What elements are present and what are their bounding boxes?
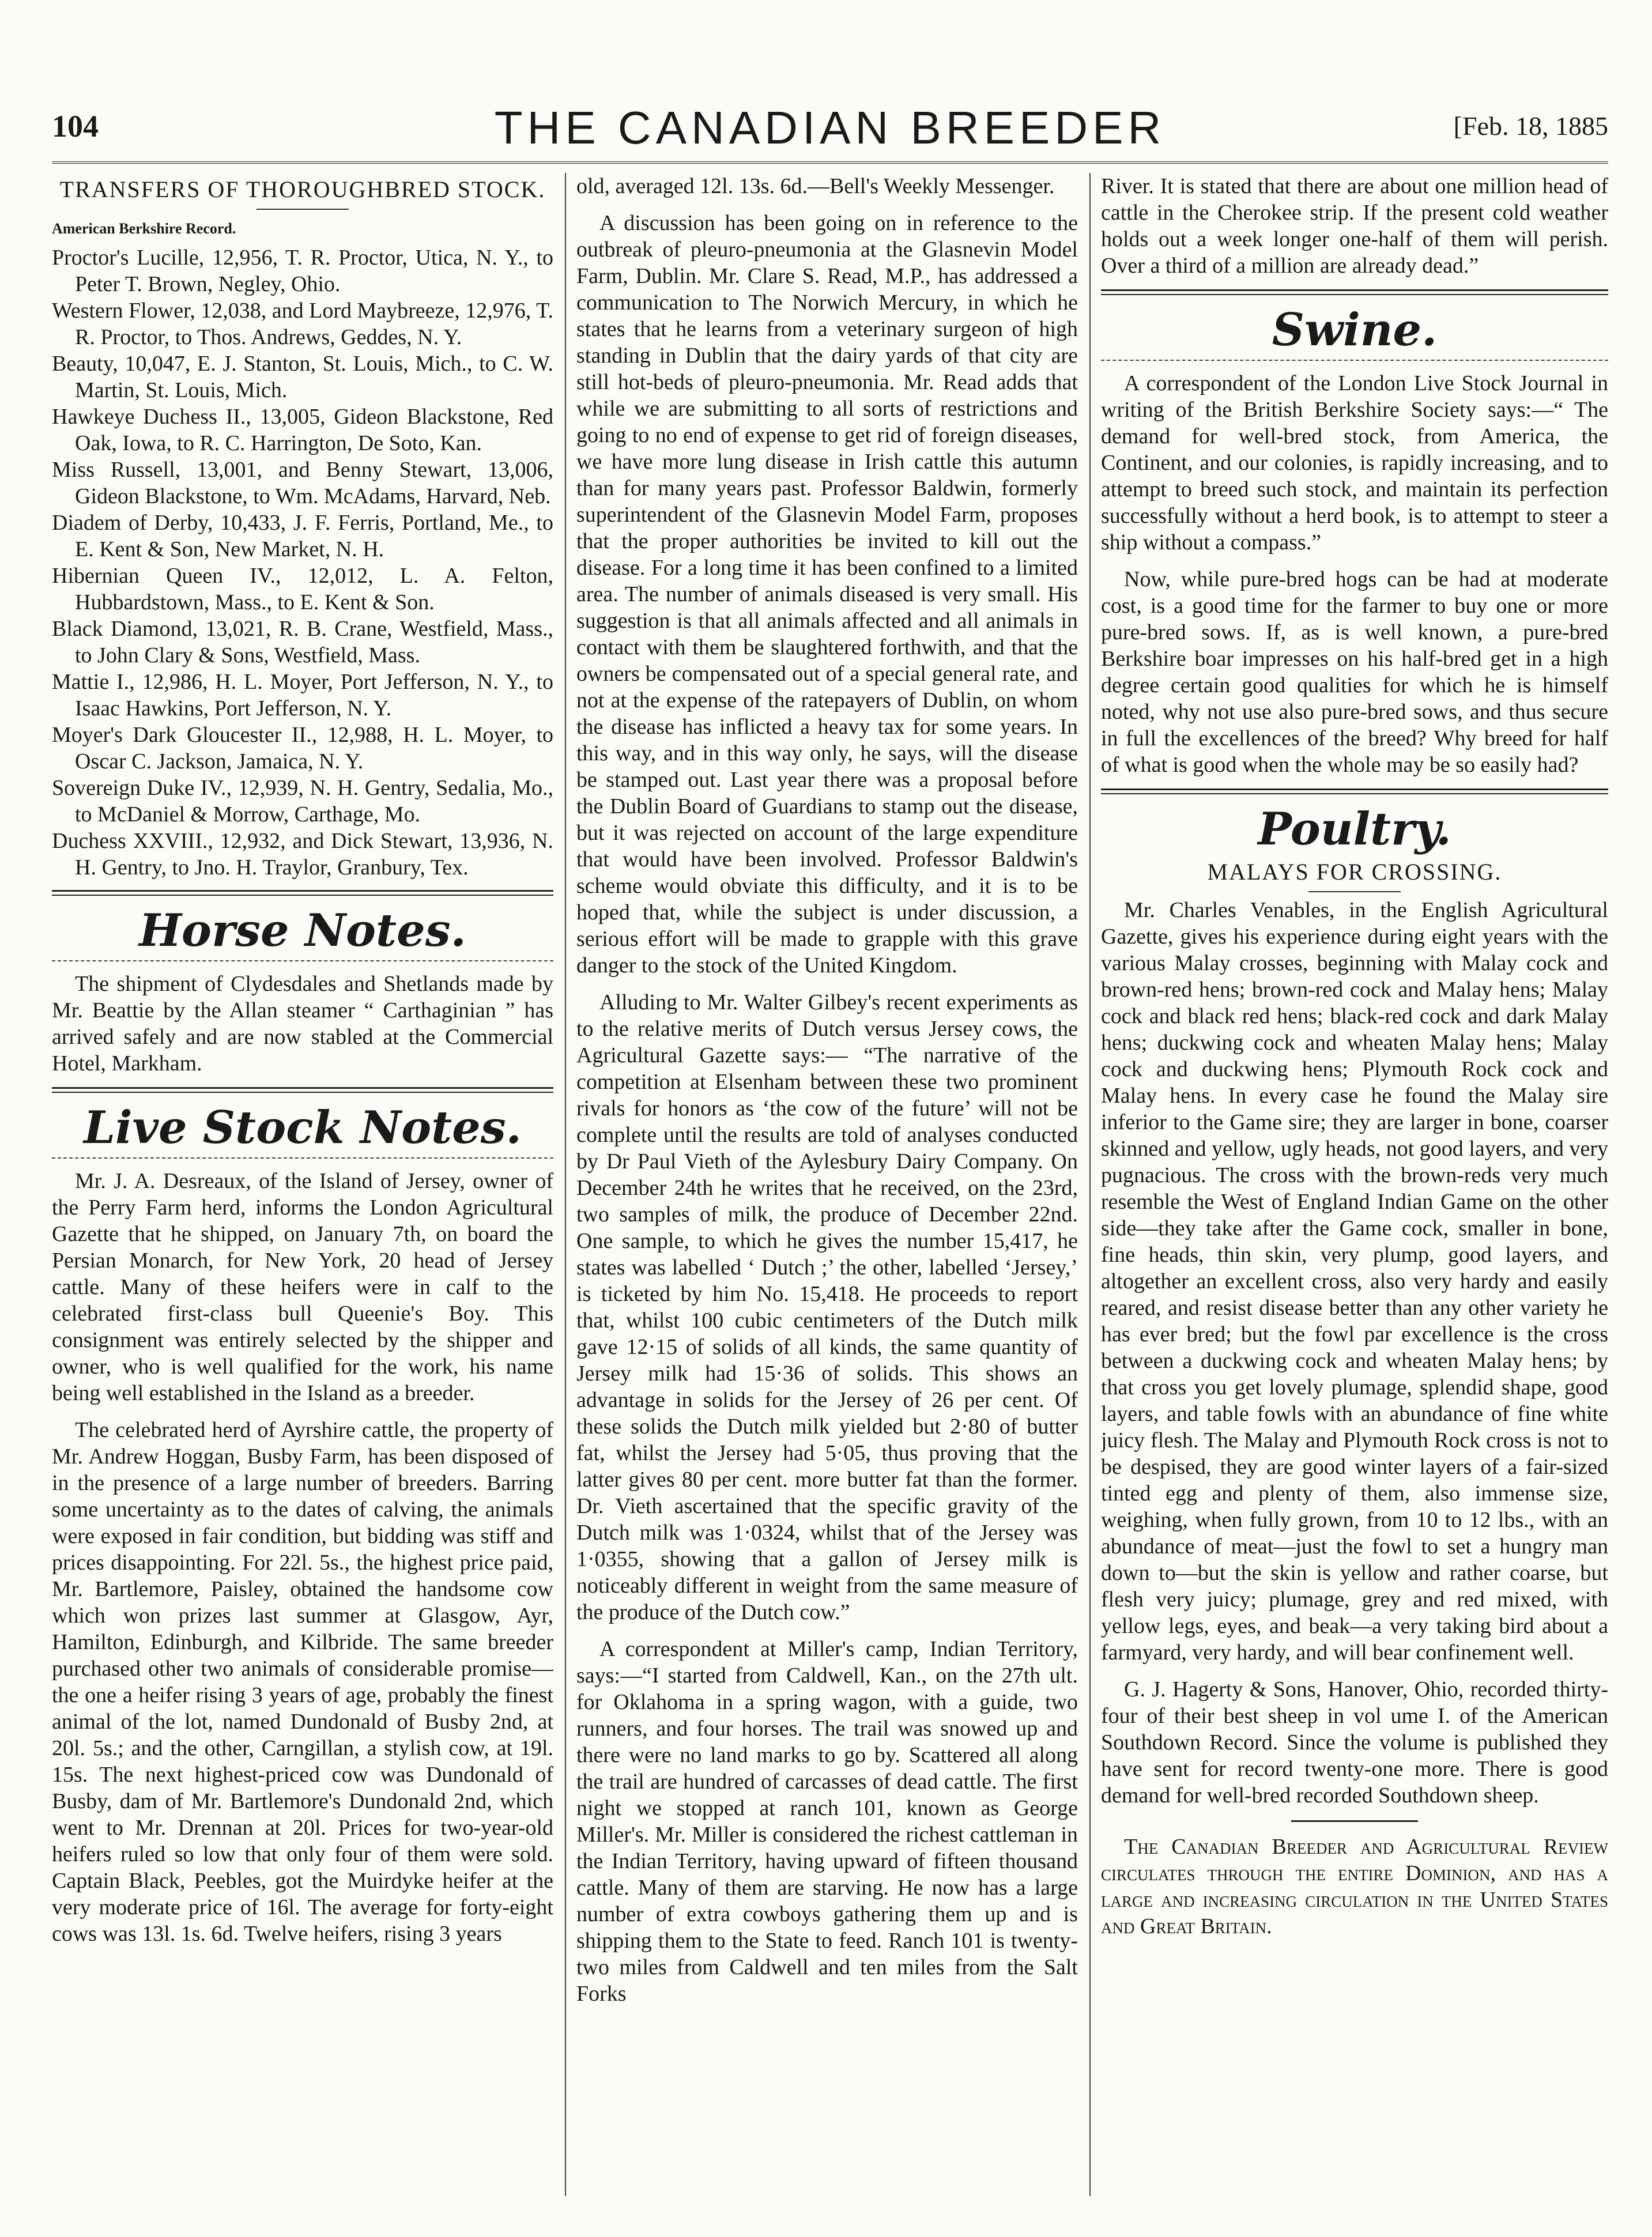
transfer-entry: Proctor's Lucille, 12,956, T. R. Proctor, Utica, N. Y., to Peter T. Brown, Negley, Ohio. <box>52 246 553 296</box>
section-rule <box>1101 289 1608 295</box>
transfer-entry: Sovereign Duke IV., 12,939, N. H. Gentry, Sedalia, Mo., to McDaniel & Morrow, Carthage, Mo. <box>52 776 553 827</box>
circulation-notice: The Canadian Breeder and Agricultural Review circulates through the entire Dominion, and has a large and increasing circulation in the United States and Great Britain. <box>1101 1835 1608 1938</box>
divider <box>52 1157 553 1159</box>
article-paragraph: The celebrated herd of Ayrshire cattle, the property of Mr. Andrew Hoggan, Busby Farm, has been disposed of in the presence of a large number of breeders. Barring some uncertainty as to the dates of calving, the animals were exposed in fair condition, but bidding was stiff and prices disappointing. For 22l. 5s., the highest price paid, Mr. Bartlemore, Paisley, obtained the handsome cow which won prizes last summer at Glasgow, Ayr, Hamilton, Edinburgh, and Kilbride. The same breeder purchased other two animals of considerable promise—the one a heifer rising 3 years of age, probably the finest animal of the lot, named Dundonald of Busby 2nd, at 20l. 5s.; and the other, Carngillan, a stylish cow, at 19l. 15s. The next highest-priced cow was Dundonald of Busby, dam of Mr. Bartlemore's Dundonald 2nd, which went to Mr. Drennan at 20l. Prices for two-year-old heifers ruled so low that only four of them were sold. Captain Black, Peebles, got the Muirdyke heifer at the very moderate price of 16l. The average for forty-eight cows was 13l. 1s. 6d. Twelve heifers, rising 3 years <box>52 1418 553 1946</box>
article-paragraph: Alluding to Mr. Walter Gilbey's recent experiments as to the relative merits of Dutch versus Jersey cows, the Agricultural Gazette says:— “The narrative of the competition at Elsenham between these two prominent rivals for honors as ‘the cow of the future’ will not be complete until the results are told of analyses conducted by Dr Paul Vieth of the Aylesbury Dairy Company. On December 24th he writes that he received, on the 23rd, two samples of milk, the produce of December 22nd. One sample, to which he gives the number 15,417, he states was labelled ‘ Dutch ;’ the other, labelled ‘Jersey,’ is ticketed by him No. 15,418. He proceeds to report that, whilst 100 cubic centimeters of the Dutch milk gave 12·15 of solids of all kinds, the same quantity of Jersey milk had 15·36 of solids. This shows an advantage in solids for the Jersey of 26 per cent. Of these solids the Dutch milk yielded but 2·80 of butter fat, whilst the Jersey had 5·05, thus proving that the latter gives 80 per cent. more butter fat than the former. Dr. Vieth ascertained that the specific gravity of the Dutch milk was 1·0324, whilst that of the Jersey was 1·0355, showing that a gallon of Jersey milk is noticeably different in weight from the same measure of the produce of the Dutch cow.” <box>576 990 1078 1624</box>
transfer-entry: Hawkeye Duchess II., 13,005, Gideon Blackstone, Red Oak, Iowa, to R. C. Harrington, De Soto, Kan. <box>52 405 553 455</box>
article-paragraph: A correspondent at Miller's camp, Indian Territory, says:—“I started from Caldwell, Kan., on the 27th ult. for Oklahoma in a spring wagon, with a guide, two runners, and four horses. The trail was snowed up and there were no land marks to go by. Scattered all along the trail are hundred of carcasses of dead cattle. The first night we stopped at ranch 101, known as George Miller's. Mr. Miller is considered the richest cattleman in the Indian Territory, having upward of fifteen thousand cattle. Many of them are starving. He now has a large number of extra cowboys gathering them up and is shipping them to the State to feed. Ranch 101 is twenty-two miles from Caldwell and ten miles from the Salt Forks <box>576 1637 1078 2006</box>
newspaper-title: THE CANADIAN BREEDER <box>494 102 1166 153</box>
section-rule <box>1101 789 1608 794</box>
column-divider <box>565 173 566 2196</box>
transfer-entry: Diadem of Derby, 10,433, J. F. Ferris, Portland, Me., to E. Kent & Son, New Market, N. H. <box>52 511 553 561</box>
transfer-entry: Hibernian Queen IV., 12,012, L. A. Felton, Hubbardstown, Mass., to E. Kent & Son. <box>52 564 553 614</box>
column-divider <box>1089 173 1091 2196</box>
article-paragraph: A correspondent of the London Live Stock Journal in writing of the British Berkshire Society says:—“ The demand for well-bred stock, from America, the Continent, and our colonies, is rapidly increasing, and to attempt to breed such stock, and maintain its perfection successfully without a herd book, is to attempt to steer a ship without a compass.” <box>1101 371 1608 554</box>
transfer-entry: Moyer's Dark Gloucester II., 12,988, H. L. Moyer, to Oscar C. Jackson, Jamaica, N. Y. <box>52 723 553 774</box>
divider <box>1291 1820 1418 1822</box>
columns <box>52 173 1608 2196</box>
column-3 <box>1101 173 1608 2196</box>
article-paragraph: old, averaged 12l. 13s. 6d.—Bell's Weekly Messenger. <box>576 174 1055 198</box>
column-2 <box>576 173 1078 2196</box>
newspaper-page <box>52 98 1608 2196</box>
divider <box>1308 891 1401 892</box>
article-paragraph: Now, while pure-bred hogs can be had at moderate cost, is a good time for the farmer to buy one or more pure-bred sows. If, as is well known, a pure-bred Berkshire boar impresses on his half-bred get in a high degree certain good qualities for which he is himself noted, why not use also pure-bred sows, and thus secure in full the excellences of the breed? Why breed for half of what is good when the whole may be so easily had? <box>1101 567 1608 777</box>
transfer-entry: Beauty, 10,047, E. J. Stanton, St. Louis, Mich., to C. W. Martin, St. Louis, Mich. <box>52 352 553 402</box>
masthead <box>52 98 1608 164</box>
transfer-entry: Miss Russell, 13,001, and Benny Stewart, 13,006, Gideon Blackstone, to Wm. McAdams, Harvard, Neb. <box>52 458 553 508</box>
article-paragraph: Mr. Charles Venables, in the English Agricultural Gazette, gives his experience during eight years with the various Malay crosses, beginning with Malay cock and brown-red hens; brown-red cock and Malay hens; Malay cock and black red hens; black-red cock and dark Malay hens; duckwing cock and wheaten Malay hens; Malay cock and duckwing hens; Plymouth Rock cock and Malay hens. In every case he found the Malay sire inferior to the Game sire; they are larger in bone, coarser skinned and yellow, ugly heads, not good layers, and very pugnacious. The cross with the brown-reds very much resemble the West of England Indian Game on the other side—they take after the Game cock, smaller in bone, fine heads, thin skin, very plump, good layers, and altogether an excellent cross, also very hardy and easily reared, and resist disease better than any other variety he has ever bred; but the fowl par excellence is the cross between a duckwing cock and wheaten Malay hens; by that cross you get lovely plumage, splendid shape, good layers, and table fowls with an abundance of fine white juicy flesh. The Malay and Plymouth Rock cross is not to be despised, they are good winter layers of a fair-sized tinted egg and plenty of them, also immense size, weighing, when fully grown, from 10 to 12 lbs., with an abundance of meat—just the fowl to set a hungry man down to—but the skin is yellow and rather coarse, but flesh very juicy; plumage, grey and red mixed, with yellow legs, eyes, and beak—a very taking bird about a farmyard, very hardy, and will bear confinement well. <box>1101 898 1608 1665</box>
section-rule <box>52 890 553 896</box>
article-paragraph: G. J. Hagerty & Sons, Hanover, Ohio, recorded thirty-four of their best sheep in vol ume I. of the American Southdown Record. Since the volume is published they have sent for record twenty-one more. There is good demand for well-bred recorded Southdown sheep. <box>1101 1677 1608 1808</box>
divider <box>1101 360 1608 361</box>
page-edge-shadow <box>10 0 21 2237</box>
transfer-entry: Black Diamond, 13,021, R. B. Crane, Westfield, Mass., to John Clary & Sons, Westfield, Mass. <box>52 617 553 667</box>
poultry-heading: Poultry. <box>1258 803 1451 855</box>
section-rule <box>52 1087 553 1093</box>
horse-notes-heading: Horse Notes. <box>139 904 466 957</box>
page-number: 104 <box>52 109 99 144</box>
transfer-entry: Western Flower, 12,038, and Lord Maybreeze, 12,976, T. R. Proctor, to Thos. Andrews, Geddes, N. Y. <box>52 299 553 349</box>
transfer-entry: Mattie I., 12,986, H. L. Moyer, Port Jefferson, N. Y., to Isaac Hawkins, Port Jefferson, N. Y. <box>52 670 553 720</box>
issue-date: [Feb. 18, 1885 <box>1453 111 1608 141</box>
article-paragraph: River. It is stated that there are about one million head of cattle in the Cherokee strip. If the present cold weather holds out a week longer one-half of them will perish. Over a third of a million are already dead.” <box>1101 174 1608 278</box>
transfer-entry: Duchess XXVIII., 12,932, and Dick Stewart, 13,936, N. H. Gentry, to Jno. H. Traylor, Granbury, Tex. <box>52 829 553 880</box>
live-stock-heading: Live Stock Notes. <box>84 1101 522 1154</box>
malays-heading: MALAYS FOR CROSSING. <box>1207 859 1502 885</box>
record-label: American Berkshire Record. <box>52 220 236 237</box>
swine-heading: Swine. <box>1272 304 1438 356</box>
column-1 <box>52 173 553 2196</box>
transfers-heading: TRANSFERS OF THOROUGHBRED STOCK. <box>59 176 546 202</box>
horse-notes-text: The shipment of Clydesdales and Shetlands made by Mr. Beattie by the Allan steamer “ Carthaginian ” has arrived safely and are now stabled at the Commercial Hotel, Markham. <box>52 972 553 1076</box>
transfers-list <box>52 244 553 881</box>
divider <box>52 960 553 961</box>
divider <box>257 209 349 210</box>
article-paragraph: Mr. J. A. Desreaux, of the Island of Jersey, owner of the Perry Farm herd, informs the London Agricultural Gazette that he shipped, on January 7th, on board the Persian Monarch, for New York, 20 head of Jersey cattle. Many of these heifers were in calf to the celebrated first-class bull Queenie's Boy. This consignment was entirely selected by the shipper and owner, who is well qualified for the work, his name being well established in the Island as a breeder. <box>52 1169 553 1405</box>
article-paragraph: A discussion has been going on in reference to the outbreak of pleuro-pneumonia at the Glasnevin Model Farm, Dublin. Mr. Clare S. Read, M.P., has addressed a communication to The Norwich Mercury, in which he states that he learns from a veterinary surgeon of high standing in Dublin that the dairy yards of that city are still hot-beds of pleuro-pneumonia. Mr. Read adds that while we are submitting to all sorts of restrictions and going to no end of expense to get rid of foreign diseases, we have more lung disease in Irish cattle this autumn than for many years past. Professor Baldwin, formerly superintendent of the Glasnevin Model Farm, proposes that the proper authorities be invited to kill out the disease. For a long time it has been confined to a limited area. The number of animals diseased is very small. His suggestion is that all animals affected and all animals in contact with them be slaughtered forthwith, and that the owners be compensated out of a special general rate, and not at the expense of the ratepayers of Dublin, on whom the disease has inflicted a heavy tax for some years. In this way, and in this way only, he says, will the disease be stamped out. Last year there was a proposal before the Dublin Board of Guardians to stamp out the disease, but it was rejected on account of the large expenditure that would have been involved. Professor Baldwin's scheme would obviate this difficulty, and it is to be hoped that, while the subject is under discussion, a serious effort will be made to grapple with this grave danger to the stock of the United Kingdom. <box>576 211 1078 978</box>
